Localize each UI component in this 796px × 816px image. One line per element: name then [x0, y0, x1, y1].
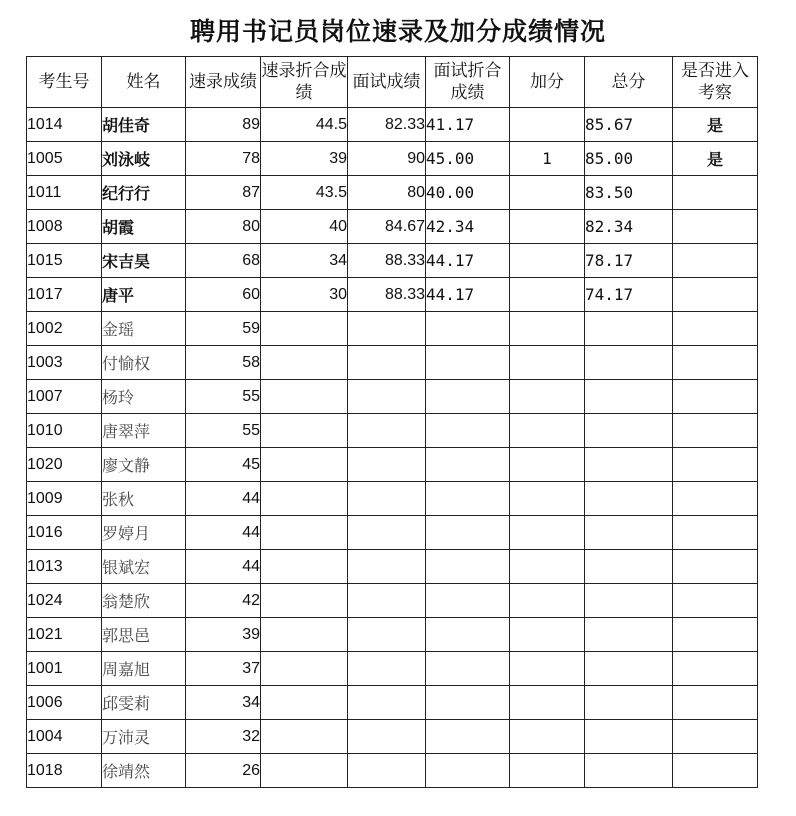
cell-interview-score: 88.33 [348, 244, 426, 278]
cell-total: 78.17 [585, 244, 673, 278]
cell-interview-weighted [426, 346, 510, 380]
cell-advance [673, 516, 758, 550]
cell-id: 1003 [27, 346, 102, 380]
cell-typing-score: 34 [186, 686, 261, 720]
cell-total [585, 380, 673, 414]
cell-typing-score: 68 [186, 244, 261, 278]
cell-bonus [510, 686, 585, 720]
cell-typing-score: 32 [186, 720, 261, 754]
table-row [27, 108, 758, 142]
cell-bonus [510, 720, 585, 754]
cell-interview-weighted [426, 482, 510, 516]
cell-interview-score [348, 346, 426, 380]
cell-typing-weighted: 44.5 [261, 108, 348, 142]
cell-name: 杨玲 [102, 380, 186, 414]
cell-total [585, 448, 673, 482]
cell-total: 82.34 [585, 210, 673, 244]
cell-total [585, 584, 673, 618]
cell-name: 胡霞 [102, 210, 186, 244]
cell-total: 74.17 [585, 278, 673, 312]
cell-interview-weighted [426, 312, 510, 346]
cell-interview-weighted: 44.17 [426, 278, 510, 312]
header-interview-score: 面试成绩 [348, 57, 426, 108]
cell-interview-score [348, 312, 426, 346]
cell-advance [673, 278, 758, 312]
cell-interview-score [348, 482, 426, 516]
header-advance: 是否进入考察 [673, 57, 758, 108]
cell-typing-score: 44 [186, 550, 261, 584]
cell-bonus: 1 [510, 142, 585, 176]
cell-interview-weighted [426, 618, 510, 652]
cell-total: 83.50 [585, 176, 673, 210]
table-row [27, 618, 758, 652]
cell-typing-score: 60 [186, 278, 261, 312]
cell-total [585, 618, 673, 652]
cell-interview-weighted [426, 686, 510, 720]
cell-name: 罗婷月 [102, 516, 186, 550]
cell-typing-weighted [261, 584, 348, 618]
cell-name: 廖文静 [102, 448, 186, 482]
cell-typing-weighted [261, 720, 348, 754]
header-typing-score: 速录成绩 [186, 57, 261, 108]
cell-interview-score: 90 [348, 142, 426, 176]
cell-total [585, 550, 673, 584]
cell-id: 1005 [27, 142, 102, 176]
cell-bonus [510, 414, 585, 448]
cell-typing-score: 87 [186, 176, 261, 210]
cell-interview-score [348, 380, 426, 414]
cell-typing-weighted [261, 482, 348, 516]
cell-advance [673, 312, 758, 346]
cell-advance [673, 720, 758, 754]
cell-advance [673, 618, 758, 652]
cell-bonus [510, 754, 585, 788]
cell-typing-score: 78 [186, 142, 261, 176]
cell-bonus [510, 652, 585, 686]
cell-id: 1010 [27, 414, 102, 448]
cell-advance [673, 652, 758, 686]
cell-typing-weighted [261, 448, 348, 482]
header-typing-weighted: 速录折合成绩 [261, 57, 348, 108]
table-row [27, 176, 758, 210]
cell-typing-score: 58 [186, 346, 261, 380]
cell-bonus [510, 550, 585, 584]
cell-typing-score: 55 [186, 414, 261, 448]
cell-name: 银斌宏 [102, 550, 186, 584]
cell-advance [673, 448, 758, 482]
cell-bonus [510, 516, 585, 550]
cell-bonus [510, 244, 585, 278]
table-row [27, 720, 758, 754]
cell-total [585, 754, 673, 788]
cell-total: 85.00 [585, 142, 673, 176]
cell-typing-score: 55 [186, 380, 261, 414]
cell-name: 唐翠萍 [102, 414, 186, 448]
cell-typing-score: 80 [186, 210, 261, 244]
cell-total [585, 312, 673, 346]
cell-typing-weighted [261, 312, 348, 346]
cell-typing-score: 26 [186, 754, 261, 788]
cell-typing-weighted: 39 [261, 142, 348, 176]
cell-name: 刘泳岐 [102, 142, 186, 176]
scores-table [26, 56, 758, 788]
cell-interview-score [348, 686, 426, 720]
cell-bonus [510, 176, 585, 210]
cell-interview-score [348, 652, 426, 686]
cell-interview-score [348, 720, 426, 754]
cell-name: 金瑶 [102, 312, 186, 346]
cell-bonus [510, 312, 585, 346]
cell-typing-weighted [261, 516, 348, 550]
document-title: 聘用书记员岗位速录及加分成绩情况 [189, 17, 606, 46]
cell-advance [673, 380, 758, 414]
cell-typing-score: 89 [186, 108, 261, 142]
cell-name: 徐靖然 [102, 754, 186, 788]
cell-name: 万沛灵 [102, 720, 186, 754]
cell-interview-score [348, 516, 426, 550]
table-row [27, 686, 758, 720]
cell-total [585, 652, 673, 686]
cell-interview-score: 88.33 [348, 278, 426, 312]
cell-advance [673, 414, 758, 448]
cell-id: 1024 [27, 584, 102, 618]
cell-id: 1009 [27, 482, 102, 516]
table-row [27, 448, 758, 482]
table-row [27, 482, 758, 516]
cell-advance [673, 584, 758, 618]
cell-name: 邱雯莉 [102, 686, 186, 720]
cell-typing-weighted [261, 550, 348, 584]
cell-bonus [510, 278, 585, 312]
cell-interview-weighted [426, 652, 510, 686]
cell-total [585, 720, 673, 754]
cell-bonus [510, 108, 585, 142]
table-row [27, 380, 758, 414]
cell-advance [673, 210, 758, 244]
cell-interview-weighted [426, 380, 510, 414]
table-row [27, 278, 758, 312]
cell-advance [673, 550, 758, 584]
table-row [27, 414, 758, 448]
cell-total [585, 686, 673, 720]
cell-id: 1008 [27, 210, 102, 244]
table-row [27, 142, 758, 176]
cell-typing-weighted: 30 [261, 278, 348, 312]
cell-id: 1020 [27, 448, 102, 482]
cell-typing-score: 42 [186, 584, 261, 618]
cell-interview-weighted [426, 754, 510, 788]
cell-typing-weighted [261, 346, 348, 380]
cell-bonus [510, 482, 585, 516]
cell-id: 1007 [27, 380, 102, 414]
cell-typing-weighted [261, 754, 348, 788]
cell-interview-score [348, 618, 426, 652]
cell-interview-score [348, 754, 426, 788]
cell-name: 唐平 [102, 278, 186, 312]
cell-name: 张秋 [102, 482, 186, 516]
cell-advance [673, 244, 758, 278]
cell-advance: 是 [673, 142, 758, 176]
cell-interview-score: 80 [348, 176, 426, 210]
cell-interview-score [348, 414, 426, 448]
cell-bonus [510, 346, 585, 380]
table-row [27, 346, 758, 380]
cell-typing-score: 45 [186, 448, 261, 482]
cell-interview-weighted: 42.34 [426, 210, 510, 244]
cell-bonus [510, 618, 585, 652]
cell-id: 1014 [27, 108, 102, 142]
cell-interview-weighted [426, 516, 510, 550]
cell-interview-score [348, 584, 426, 618]
cell-typing-weighted [261, 652, 348, 686]
cell-name: 宋吉昊 [102, 244, 186, 278]
header-row [27, 57, 758, 108]
header-bonus: 加分 [510, 57, 585, 108]
cell-interview-weighted: 45.00 [426, 142, 510, 176]
cell-typing-weighted [261, 380, 348, 414]
cell-name: 纪行行 [102, 176, 186, 210]
cell-id: 1013 [27, 550, 102, 584]
cell-bonus [510, 210, 585, 244]
cell-id: 1011 [27, 176, 102, 210]
cell-typing-weighted [261, 686, 348, 720]
cell-advance [673, 754, 758, 788]
cell-name: 翁楚欣 [102, 584, 186, 618]
table-row [27, 550, 758, 584]
cell-id: 1001 [27, 652, 102, 686]
cell-name: 周嘉旭 [102, 652, 186, 686]
cell-typing-score: 37 [186, 652, 261, 686]
cell-interview-weighted: 40.00 [426, 176, 510, 210]
cell-typing-score: 39 [186, 618, 261, 652]
cell-bonus [510, 380, 585, 414]
cell-typing-weighted: 34 [261, 244, 348, 278]
cell-bonus [510, 584, 585, 618]
cell-name: 胡佳奇 [102, 108, 186, 142]
cell-typing-weighted [261, 414, 348, 448]
cell-interview-weighted [426, 720, 510, 754]
header-interview-weighted: 面试折合成绩 [426, 57, 510, 108]
cell-id: 1004 [27, 720, 102, 754]
cell-interview-weighted [426, 550, 510, 584]
cell-advance [673, 686, 758, 720]
cell-name: 付愉权 [102, 346, 186, 380]
table-row [27, 210, 758, 244]
cell-id: 1021 [27, 618, 102, 652]
cell-advance: 是 [673, 108, 758, 142]
cell-typing-weighted [261, 618, 348, 652]
table-row [27, 754, 758, 788]
cell-total [585, 482, 673, 516]
cell-interview-weighted: 41.17 [426, 108, 510, 142]
cell-advance [673, 482, 758, 516]
cell-interview-score: 82.33 [348, 108, 426, 142]
table-row [27, 652, 758, 686]
header-name: 姓名 [102, 57, 186, 108]
cell-advance [673, 346, 758, 380]
cell-interview-weighted [426, 448, 510, 482]
cell-typing-score: 44 [186, 482, 261, 516]
cell-id: 1018 [27, 754, 102, 788]
header-id: 考生号 [27, 57, 102, 108]
cell-advance [673, 176, 758, 210]
cell-bonus [510, 448, 585, 482]
table-row [27, 244, 758, 278]
cell-interview-weighted: 44.17 [426, 244, 510, 278]
table-row [27, 312, 758, 346]
cell-id: 1015 [27, 244, 102, 278]
cell-total: 85.67 [585, 108, 673, 142]
cell-typing-score: 44 [186, 516, 261, 550]
table-row [27, 516, 758, 550]
cell-typing-score: 59 [186, 312, 261, 346]
cell-total [585, 346, 673, 380]
cell-interview-weighted [426, 414, 510, 448]
cell-typing-weighted: 40 [261, 210, 348, 244]
header-total: 总分 [585, 57, 673, 108]
cell-total [585, 414, 673, 448]
cell-interview-score [348, 448, 426, 482]
cell-id: 1006 [27, 686, 102, 720]
cell-interview-score: 84.67 [348, 210, 426, 244]
cell-interview-score [348, 550, 426, 584]
cell-id: 1016 [27, 516, 102, 550]
table-row [27, 584, 758, 618]
cell-name: 郭思邑 [102, 618, 186, 652]
cell-id: 1017 [27, 278, 102, 312]
cell-interview-weighted [426, 584, 510, 618]
cell-typing-weighted: 43.5 [261, 176, 348, 210]
cell-id: 1002 [27, 312, 102, 346]
cell-total [585, 516, 673, 550]
